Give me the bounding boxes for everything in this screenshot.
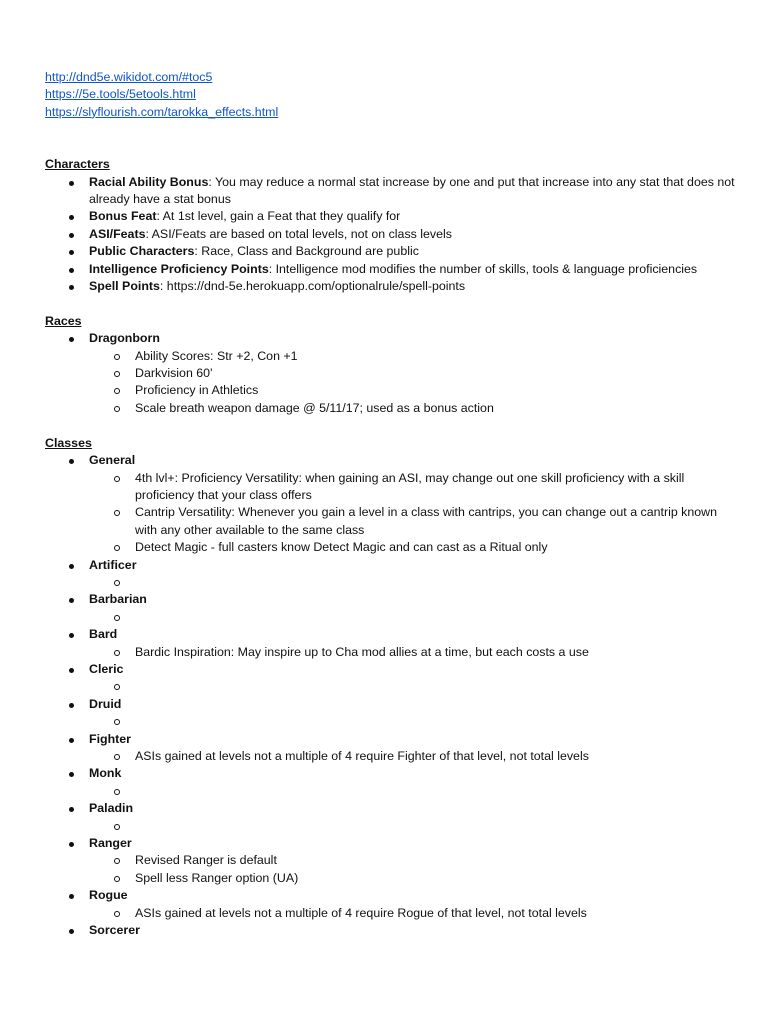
list-item (45, 696, 735, 731)
item-term: ASI/Feats (89, 226, 146, 241)
item-text: : You may reduce a normal stat increase by one and put that increase into any stat that does not already have a stat bonus (89, 174, 735, 207)
link-5etools[interactable]: https://5e.tools/5etools.html (45, 87, 196, 102)
sub-list (89, 818, 735, 835)
sub-item: 4th lvl+: Proficiency Versatility: when gaining an ASI, may change out one skill proficiency with a skill proficiency that your class offers (89, 470, 735, 505)
sub-item: Cantrip Versatility: Whenever you gain a level in a class with cantrips, you can change out a cantrip known with any other available to the same class (89, 504, 735, 539)
item-text: : https://dnd-5e.herokuapp.com/optionalrule/spell-points (159, 279, 466, 294)
races-list (45, 330, 735, 417)
item-term: Sorcerer (89, 922, 140, 937)
list-item (45, 261, 735, 278)
sub-list (89, 644, 735, 661)
sub-list (89, 748, 735, 765)
list-item (45, 452, 735, 556)
list-item (45, 557, 735, 592)
sub-list (89, 713, 735, 730)
list-item (45, 626, 735, 661)
item-text: : At 1st level, gain a Feat that they qualify for (156, 209, 401, 224)
sub-item (89, 609, 735, 626)
sub-item: Proficiency in Athletics (89, 382, 735, 399)
sub-list (89, 609, 735, 626)
sub-item: ASIs gained at levels not a multiple of 4 require Fighter of that level, not total levels (89, 748, 735, 765)
link-dnd5e-wikidot[interactable]: http://dnd5e.wikidot.com/#toc5 (45, 70, 213, 84)
sub-item: Bardic Inspiration: May inspire up to Cha mod allies at a time, but each costs a use (89, 644, 735, 661)
item-term: Public Characters (89, 244, 195, 259)
sub-item (89, 678, 735, 695)
sub-list (89, 574, 735, 591)
section-title-classes: Classes (45, 435, 92, 450)
item-term: Cleric (89, 661, 124, 676)
sub-list (89, 852, 735, 887)
list-item (45, 922, 735, 939)
section-title-races: Races (45, 313, 82, 328)
classes-list (45, 452, 735, 939)
sub-item (89, 713, 735, 730)
item-term: Monk (89, 766, 122, 781)
list-item (45, 731, 735, 766)
list-item (45, 243, 735, 260)
item-text: : ASI/Feats are based on total levels, not on class levels (145, 226, 452, 241)
item-text: : Intelligence mod modifies the number of skills, tools & language proficiencies (268, 261, 698, 276)
item-term: Druid (89, 696, 122, 711)
sub-list (89, 348, 735, 418)
item-term: Fighter (89, 731, 131, 746)
list-item (45, 208, 735, 225)
sub-item: Darkvision 60' (89, 365, 735, 382)
sub-item: Revised Ranger is default (89, 852, 735, 869)
item-term: Intelligence Proficiency Points (89, 261, 269, 276)
sub-list (89, 905, 735, 922)
item-term: Racial Ability Bonus (89, 174, 209, 189)
list-item (45, 765, 735, 800)
sub-item (89, 783, 735, 800)
characters-list (45, 174, 735, 296)
item-term: Barbarian (89, 592, 147, 607)
sub-item (89, 574, 735, 591)
sub-item: Spell less Ranger option (UA) (89, 870, 735, 887)
list-item (45, 174, 735, 209)
item-term: Bonus Feat (89, 209, 157, 224)
item-term: Artificer (89, 557, 137, 572)
list-item (45, 226, 735, 243)
sub-item: ASIs gained at levels not a multiple of 4 require Rogue of that level, not total levels (89, 905, 735, 922)
item-term: Spell Points (89, 279, 160, 294)
sub-item: Ability Scores: Str +2, Con +1 (89, 348, 735, 365)
list-item (45, 591, 735, 626)
list-item (45, 278, 735, 295)
list-item (45, 661, 735, 696)
item-term: Bard (89, 627, 118, 642)
item-text: : Race, Class and Background are public (194, 244, 419, 259)
list-item (45, 800, 735, 835)
item-term: Dragonborn (89, 331, 160, 346)
document-page (45, 69, 735, 939)
sub-list (89, 783, 735, 800)
section-title-characters: Characters (45, 157, 110, 172)
sub-item: Detect Magic - full casters know Detect Magic and can cast as a Ritual only (89, 539, 735, 556)
sub-item: Scale breath weapon damage @ 5/11/17; used as a bonus action (89, 400, 735, 417)
sub-list (89, 470, 735, 557)
item-term: Ranger (89, 835, 132, 850)
list-item (45, 330, 735, 417)
item-term: General (89, 453, 136, 468)
sub-item (89, 818, 735, 835)
item-term: Rogue (89, 888, 128, 903)
list-item (45, 835, 735, 887)
sub-list (89, 678, 735, 695)
item-term: Paladin (89, 801, 134, 816)
link-list (45, 69, 735, 121)
link-slyflourish[interactable]: https://slyflourish.com/tarokka_effects.html (45, 104, 279, 119)
list-item (45, 887, 735, 922)
